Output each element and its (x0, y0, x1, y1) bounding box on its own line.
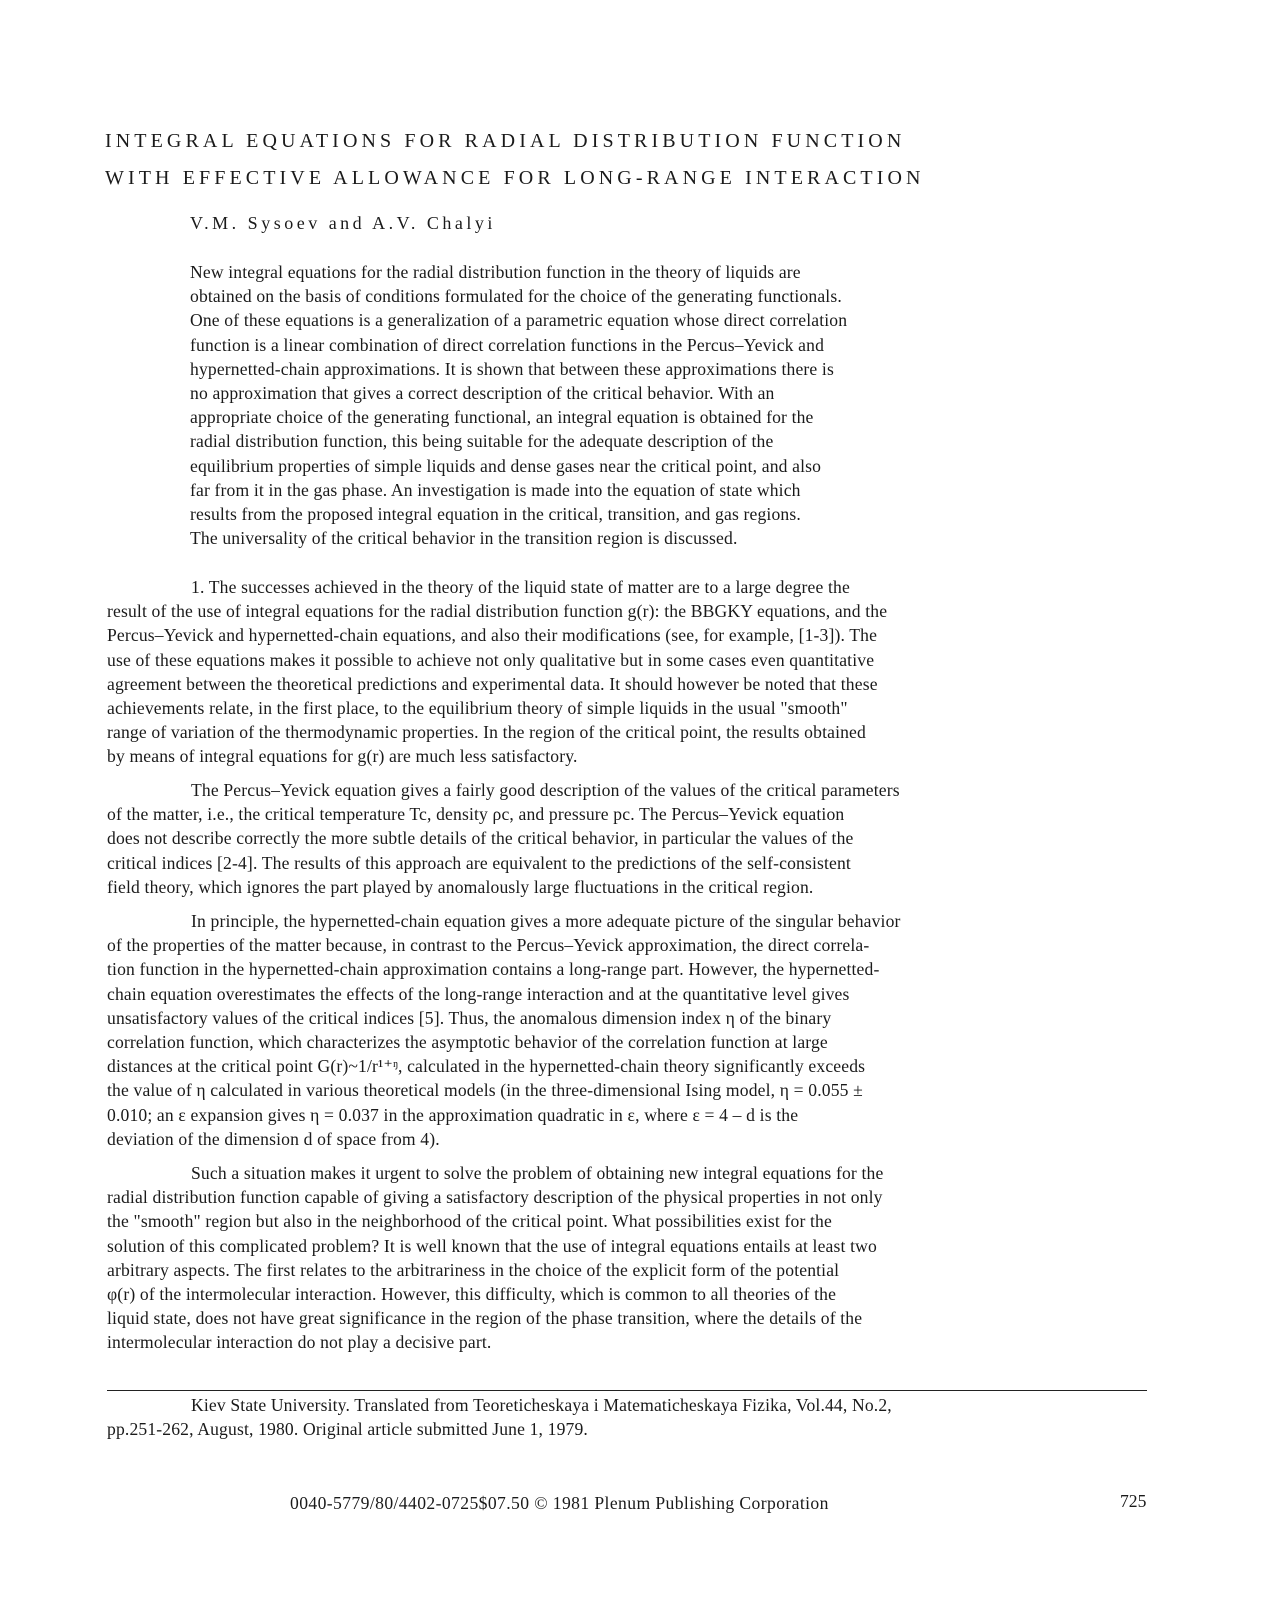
abstract-line: results from the proposed integral equation in the critical, transition, and gas regions. (190, 504, 801, 525)
paragraph-line: Such a situation makes it urgent to solve the problem of obtaining new integral equations for the (191, 1163, 884, 1183)
paragraph-line: range of variation of the thermodynamic properties. In the region of the critical point, the results obtained (107, 722, 866, 743)
abstract-line: equilibrium properties of simple liquids and dense gases near the critical point, and also (190, 455, 822, 476)
paragraph-line: 0.010; an ε expansion gives η = 0.037 in the approximation quadratic in ε, where ε = 4 – d is the (107, 1104, 799, 1125)
paragraph-line: use of these equations makes it possible to achieve not only qualitative but in some cases even quantitative (107, 649, 875, 670)
paragraph-2 (107, 778, 1147, 899)
paragraph-4 (107, 1161, 1147, 1355)
paragraph-line: tion function in the hypernetted-chain approximation contains a long-range part. However, the hypernetted- (107, 959, 880, 980)
footnote (107, 1393, 1147, 1441)
authors: V.M. Sysoev and A.V. Chalyi (190, 213, 496, 233)
abstract-line: far from it in the gas phase. An investigation is made into the equation of state which (190, 479, 801, 500)
paragraph-line: achievements relate, in the first place, to the equilibrium theory of simple liquids in the usual "smooth" (107, 698, 848, 719)
paragraph-line: chain equation overestimates the effects of the long-range interaction and at the quantitative level gives (107, 983, 850, 1004)
paragraph-line: the "smooth" region but also in the neighborhood of the critical point. What possibilities exist for the (107, 1211, 832, 1232)
abstract (190, 260, 1070, 550)
abstract-line: The universality of the critical behavior in the transition region is discussed. (190, 528, 738, 549)
page-number: 725 (1120, 1491, 1147, 1511)
paragraph-line: critical indices [2-4]. The results of this approach are equivalent to the predictions of the self-consistent (107, 852, 851, 873)
abstract-line: New integral equations for the radial distribution function in the theory of liquids are (190, 262, 801, 282)
paragraph-line: does not describe correctly the more subtle details of the critical behavior, in particular the values of the (107, 828, 854, 849)
abstract-line: hypernetted-chain approximations. It is shown that between these approximations there is (190, 358, 834, 379)
paragraph-line: result of the use of integral equations for the radial distribution function g(r): the BBGKY equations, and the (107, 601, 888, 622)
paragraph-line: of the matter, i.e., the critical temperature Tc, density ρc, and pressure pc. The Percus–Yevick equation (107, 804, 845, 825)
paragraph-line: agreement between the theoretical predictions and experimental data. It should however be noted that these (107, 673, 878, 694)
footnote-line: Kiev State University. Translated from Teoreticheskaya i Matematicheskaya Fizika, Vol.44, No.2, (191, 1395, 892, 1415)
paragraph-line: radial distribution function capable of giving a satisfactory description of the physical properties in not only (107, 1187, 883, 1208)
paragraph-line: solution of this complicated problem? It is well known that the use of integral equations entails at least two (107, 1235, 877, 1256)
abstract-line: appropriate choice of the generating functional, an integral equation is obtained for the (190, 407, 814, 428)
paragraph-line: Percus–Yevick and hypernetted-chain equations, and also their modifications (see, for example, [1-3]). The (107, 625, 878, 646)
paragraph-line: intermolecular interaction do not play a decisive part. (107, 1332, 492, 1353)
paragraph-line: field theory, which ignores the part played by anomalously large fluctuations in the critical region. (107, 876, 814, 897)
footnote-rule (107, 1390, 1147, 1391)
paragraph-line: φ(r) of the intermolecular interaction. However, this difficulty, which is common to all theories of the (107, 1284, 837, 1305)
paragraph-line: of the properties of the matter because, in contrast to the Percus–Yevick approximation, the direct correla- (107, 935, 870, 956)
paragraph-1 (107, 575, 1147, 769)
abstract-line: function is a linear combination of direct correlation functions in the Percus–Yevick and (190, 334, 825, 355)
paragraph-line: distances at the critical point G(r)~1/r¹⁺ᵑ, calculated in the hypernetted-chain theory significantly exceeds (107, 1056, 866, 1077)
abstract-line: no approximation that gives a correct description of the critical behavior. With an (190, 383, 775, 404)
abstract-line: obtained on the basis of conditions formulated for the choice of the generating functionals. (190, 286, 842, 307)
paragraph-3 (107, 909, 1147, 1151)
imprint-line: 0040-5779/80/4402-0725$07.50 © 1981 Plenum Publishing Corporation (290, 1493, 829, 1513)
title-line-1: INTEGRAL EQUATIONS FOR RADIAL DISTRIBUTION FUNCTION (105, 130, 906, 152)
paragraph-line: The Percus–Yevick equation gives a fairly good description of the values of the critical parameters (191, 780, 900, 800)
paragraph-line: arbitrary aspects. The first relates to the arbitrariness in the choice of the explicit form of the potential (107, 1259, 840, 1280)
abstract-line: radial distribution function, this being suitable for the adequate description of the (190, 431, 774, 452)
footnote-line: pp.251-262, August, 1980. Original article submitted June 1, 1979. (107, 1419, 588, 1440)
paragraph-line: by means of integral equations for g(r) are much less satisfactory. (107, 746, 578, 767)
title-line-2: WITH EFFECTIVE ALLOWANCE FOR LONG-RANGE INTERACTION (105, 167, 925, 189)
paragraph-line: deviation of the dimension d of space from 4). (107, 1128, 440, 1149)
paragraph-line: 1. The successes achieved in the theory of the liquid state of matter are to a large degree the (191, 577, 850, 597)
paragraph-line: liquid state, does not have great significance in the region of the phase transition, where the details of the (107, 1308, 863, 1329)
paragraph-line: In principle, the hypernetted-chain equation gives a more adequate picture of the singular behavior (191, 911, 901, 931)
paragraph-line: the value of η calculated in various theoretical models (in the three-dimensional Ising model, η = 0.055 ± (107, 1080, 863, 1101)
abstract-line: One of these equations is a generalization of a parametric equation whose direct correlation (190, 310, 848, 331)
paragraph-line: correlation function, which characterizes the asymptotic behavior of the correlation function at large (107, 1032, 828, 1053)
paragraph-line: unsatisfactory values of the critical indices [5]. Thus, the anomalous dimension index η of the binary (107, 1007, 832, 1028)
